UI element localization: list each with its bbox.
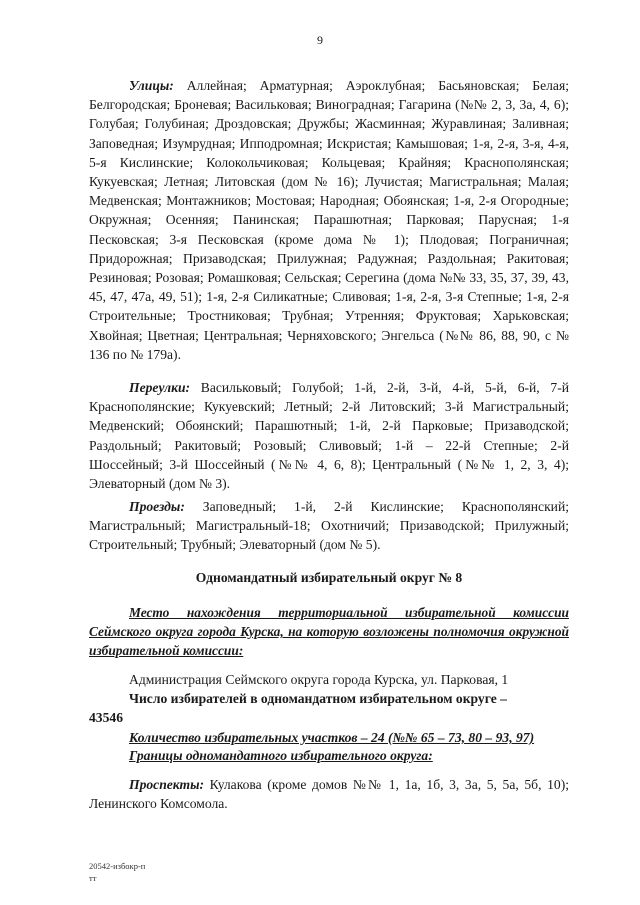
avenues-text: Кулакова (кроме домов №№ 1, 1а, 1б, 3, 3а, 5, 5а, 5б, 10); Ленинского Комсомола. (89, 777, 569, 812)
voters-line (89, 689, 569, 727)
voters-label: Число избирателей в одномандатном избирательном округе – (129, 691, 507, 706)
voters-count: 43546 (89, 710, 123, 725)
lanes-label: Переулки: (129, 380, 191, 395)
boundaries-line: Границы одномандатного избирательного округа: (129, 748, 433, 763)
streets-label: Улицы: (129, 78, 174, 93)
footer-line-2: тт (89, 873, 97, 883)
avenues-label: Проспекты: (129, 777, 205, 792)
passages-label: Проезды: (129, 499, 185, 514)
page-number: 9 (317, 33, 323, 47)
commission-location: Место нахождения территориальной избирательной комиссии Сеймского округа города Курска, на которую возложены полномочия окружной избирательной комиссии: (89, 605, 569, 658)
passages-paragraph (89, 497, 569, 555)
streets-text: Аллейная; Арматурная; Аэроклубная; Басьяновская; Белая; Белгородская; Броневая; Васильковая; Виноградная; Гагарина (№№ 2, 3, 3а, 4, 6); Голубая; Голубиная; Дроздовская; Дружбы; Жасминная; Журавлиная; Заливная; Заповедная; Изумрудная; Ипподромная; Искристая; Камышовая; 1-я, 2-я, 3-я, 4-я, 5-я Кислинские; Колокольчиковая; Кольцевая; Крайняя; Краснополянская; Кукуевская; Летная; Литовская (дом № 16); Лучистая; Магистральная; Малая; Медвенская; Монтажников; Мостовая; Народная; Обоянская; 1-я, 2-я Огородные; Окружная; Осенняя; Панинская; Парашютная; Парковая; Парусная; 1-я Песковская; 3-я Песковская (кроме дома № 1); Плодовая; Пограничная; Придорожная; Призаводская; Прилужная; Радужная; Раздольная; Ракитовая; Резиновая; Розовая; Ромашковая; Сельская; Серегина (дома №№ 33, 35, 37, 39, 43, 45, 47, 47а, 49, 51); 1-я, 2-я Силикатные; Сливовая; 1-я, 2-я, 3-я Степные; 1-я, 2-я Строительные; Тростниковая; Трубная; Утренняя; Фруктовая; Харьковская; Хвойная; Цветная; Центральная; Черняховского; Энгельса (№№ 86, 88, 90, с № 136 по № 179а). (89, 78, 569, 362)
precincts-line: Количество избирательных участков – 24 (№№ 65 – 73, 80 – 93, 97) (129, 730, 535, 745)
district-heading: Одномандатный избирательный округ № 8 (195, 570, 463, 585)
avenues-paragraph (89, 775, 569, 813)
footer-code (89, 860, 145, 884)
lanes-text: Васильковый; Голубой; 1-й, 2-й, 3-й, 4-й, 5-й, 6-й, 7-й Краснополянские; Кукуевский; Летный; 2-й Литовский; 3-й Магистральный; Медвенский; Обоянский; Парашютный; 1-й, 2-й Парковые; Призаводской; Раздольный; Ракитовый; Розовый; Сливовый; 1-й – 22-й Степные; 2-й Шоссейный; 3-й Шоссейный (№№ 4, 6, 8); Центральный (№№ 1, 2, 3, 4); Элеваторный (дом № 3). (89, 380, 569, 492)
lanes-paragraph (89, 378, 569, 493)
footer-line-1: 20542-избокр-п (89, 861, 146, 871)
passages-text: Заповедный; 1-й, 2-й Кислинские; Краснополянский; Магистральный; Магистральный-18; Охотничий; Призаводской; Прилужный; Строительный; Трубный; Элеваторный (дом № 5). (89, 499, 569, 553)
administration-address: Администрация Сеймского округа города Курска, ул. Парковая, 1 (129, 672, 509, 687)
streets-paragraph (89, 76, 569, 364)
